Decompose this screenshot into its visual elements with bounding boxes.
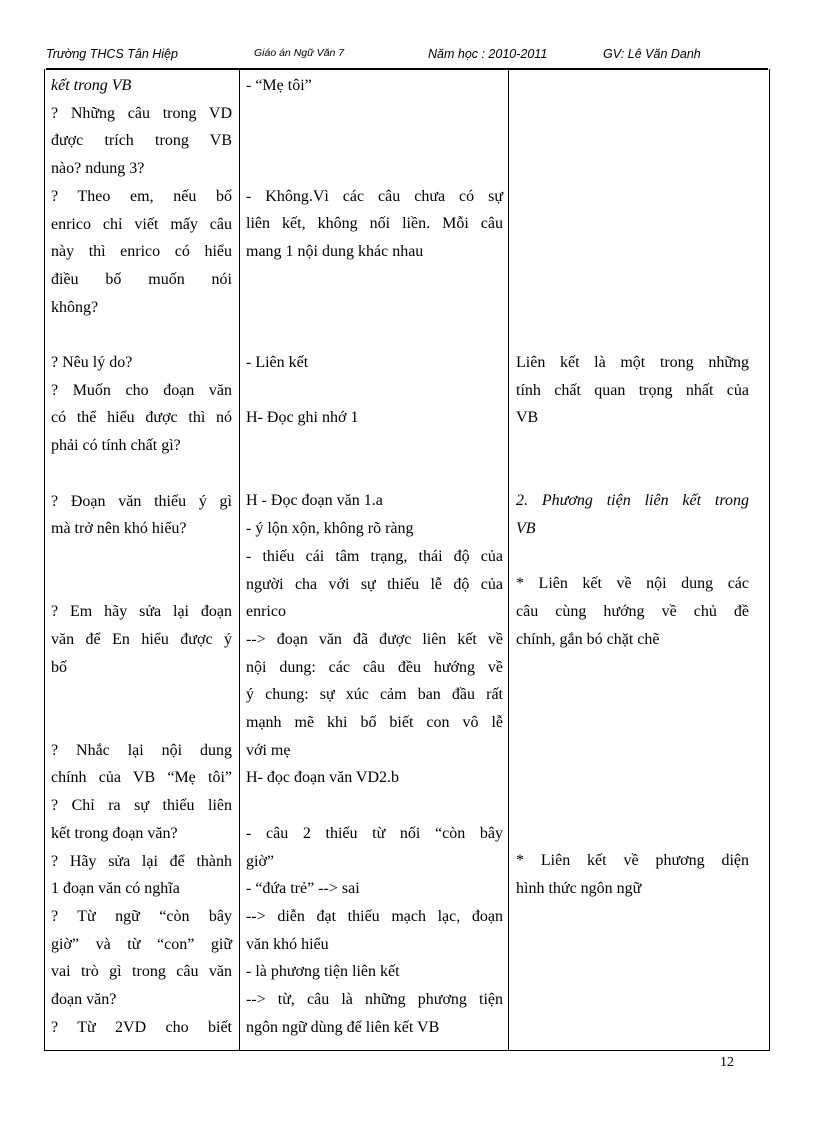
text-line: H- đọc đoạn văn VD2.b <box>246 769 400 787</box>
text-line <box>516 709 749 737</box>
text-line <box>516 432 749 460</box>
text-line: --> diễn đạt thiếu mạch lạc, đoạn <box>246 907 503 925</box>
text-line: enrico chỉ viết mấy câu <box>51 215 232 233</box>
column-divider <box>508 69 509 1050</box>
text-line: chính, gắn bó chặt chẽ <box>516 630 660 648</box>
text-line: --> đoạn văn đã được liên kết về <box>246 630 503 648</box>
text-line <box>516 127 749 155</box>
text-line: H- Đọc ghi nhớ 1 <box>246 409 359 427</box>
text-line <box>516 460 749 488</box>
lesson-content-column <box>516 72 749 903</box>
text-line: - Liên kết <box>246 353 309 371</box>
text-line: nội dung: các câu đều hướng về <box>246 658 503 676</box>
text-line: có thể hiểu được thì nó <box>51 409 232 427</box>
text-line: kết trong đoạn văn? <box>51 824 178 842</box>
text-line: ? Những câu trong VD <box>51 104 232 122</box>
text-line: nào? ndung 3? <box>51 160 145 178</box>
text-line: 1 đoạn văn có nghĩa <box>51 880 180 898</box>
text-line <box>246 155 503 183</box>
text-line: bố <box>51 658 67 676</box>
text-line: chính của VB “Mẹ tôi” <box>51 769 232 787</box>
text-line: giờ” <box>246 852 275 870</box>
text-line: văn khó hiểu <box>246 935 329 953</box>
text-line: ? Nêu lý do? <box>51 354 133 372</box>
text-line <box>516 183 749 211</box>
text-line: ? Nhắc lại nội dung <box>51 741 232 759</box>
text-line: enrico <box>246 603 286 621</box>
text-line <box>51 571 232 599</box>
text-line: hình thức ngôn ngữ <box>516 880 642 898</box>
text-line: --> từ, câu là những phương tiện <box>246 991 503 1009</box>
text-line: mạnh mẽ khi bố biết con vô lễ <box>246 714 503 732</box>
text-line: - câu 2 thiếu từ nối “còn bây <box>246 824 503 842</box>
text-line <box>516 321 749 349</box>
text-line: mang 1 nội dung khác nhau <box>246 243 424 261</box>
header-school: Trường THCS Tân Hiệp <box>46 47 178 61</box>
text-line <box>516 72 749 100</box>
text-line <box>516 792 749 820</box>
text-line: VB <box>516 409 539 427</box>
text-line: kết trong VB <box>51 77 132 94</box>
text-line: - ý lộn xộn, không rõ ràng <box>246 520 414 538</box>
text-line <box>246 792 503 820</box>
text-line <box>51 681 232 709</box>
text-line <box>51 460 232 488</box>
page-number: 12 <box>720 1055 734 1070</box>
text-line <box>516 238 749 266</box>
text-line: mà trở nên khó hiểu? <box>51 520 187 538</box>
text-line <box>246 294 503 322</box>
student-activities-column <box>246 72 503 1041</box>
text-line: phải có tính chất gì? <box>51 437 181 455</box>
text-line <box>51 543 232 571</box>
text-line: * Liên kết về nội dung các <box>516 575 749 593</box>
text-line: H - Đọc đoạn văn 1.a <box>246 492 383 510</box>
text-line <box>516 764 749 792</box>
teacher-questions-column <box>51 72 232 1042</box>
text-line: câu cùng hướng về chủ đề <box>516 603 749 621</box>
text-line <box>246 460 503 488</box>
header-lesson-plan: Giáo án Ngữ Văn 7 <box>254 47 345 59</box>
text-line <box>246 100 503 128</box>
text-line <box>516 100 749 128</box>
text-line <box>516 820 749 848</box>
text-line <box>516 210 749 238</box>
text-line <box>246 377 503 405</box>
text-line <box>246 432 503 460</box>
text-line: ? Đoạn văn thiếu ý gì <box>51 492 232 510</box>
text-line: tính chất quan trọng nhất của <box>516 381 749 399</box>
text-line: ngôn ngữ dùng để liên kết VB <box>246 1018 440 1036</box>
text-line <box>51 709 232 737</box>
text-line: người cha với sự thiếu lễ độ của <box>246 575 503 593</box>
page-header <box>46 47 776 67</box>
text-line: ? Từ ngữ “còn bây <box>51 908 232 925</box>
text-line <box>516 681 749 709</box>
text-line <box>51 321 232 349</box>
text-line <box>516 155 749 183</box>
text-line: đoạn văn? <box>51 991 117 1009</box>
text-line <box>246 127 503 155</box>
text-line: được trích trong VB <box>51 132 232 150</box>
text-line: - thiếu cái tâm trạng, thái độ của <box>246 547 503 565</box>
header-school-year: Năm học : 2010-2011 <box>428 47 548 61</box>
text-line: - “đứa trẻ” --> sai <box>246 880 360 898</box>
text-line: Liên kết là một trong những <box>516 353 749 371</box>
text-line: * Liên kết về phương diện <box>516 852 749 870</box>
text-line: - là phương tiện liên kết <box>246 963 400 981</box>
text-line <box>246 266 503 294</box>
text-line: liên kết, không nối liền. Mỗi câu <box>246 215 503 233</box>
text-line: ? Muốn cho đoạn văn <box>51 381 232 399</box>
text-line: điều bố muốn nói <box>51 270 232 288</box>
text-line: - Không.Vì các câu chưa có sự <box>246 187 503 205</box>
text-line: VB <box>516 520 536 538</box>
text-line: ? Chỉ ra sự thiếu liên <box>51 797 232 815</box>
text-line: ? Theo em, nếu bố <box>51 187 232 205</box>
text-line <box>516 654 749 682</box>
text-line <box>516 737 749 765</box>
text-line <box>516 294 749 322</box>
text-line: với mẹ <box>246 741 291 759</box>
text-line: này thì enrico có hiểu <box>51 243 232 261</box>
text-line <box>246 321 503 349</box>
text-line: ? Từ 2VD cho biết <box>51 1018 232 1036</box>
text-line <box>516 543 749 571</box>
text-line: vai trò gì trong câu văn <box>51 963 232 981</box>
text-line: ? Em hãy sửa lại đoạn <box>51 603 232 621</box>
text-line: - “Mẹ tôi” <box>246 77 312 94</box>
header-teacher: GV: Lê Văn Danh <box>603 47 701 61</box>
column-divider <box>239 69 240 1050</box>
text-line: ? Hãy sửa lại để thành <box>51 852 232 870</box>
text-line: 2. Phương tiện liên kết trong <box>516 492 749 510</box>
text-line <box>516 266 749 294</box>
text-line: ý chung: sự xúc cảm ban đầu rất <box>246 686 503 704</box>
text-line: không? <box>51 298 99 316</box>
lesson-table <box>44 69 770 1051</box>
text-line: giờ” và từ “con” giữ <box>51 935 232 953</box>
text-line: văn để En hiểu được ý <box>51 631 232 648</box>
